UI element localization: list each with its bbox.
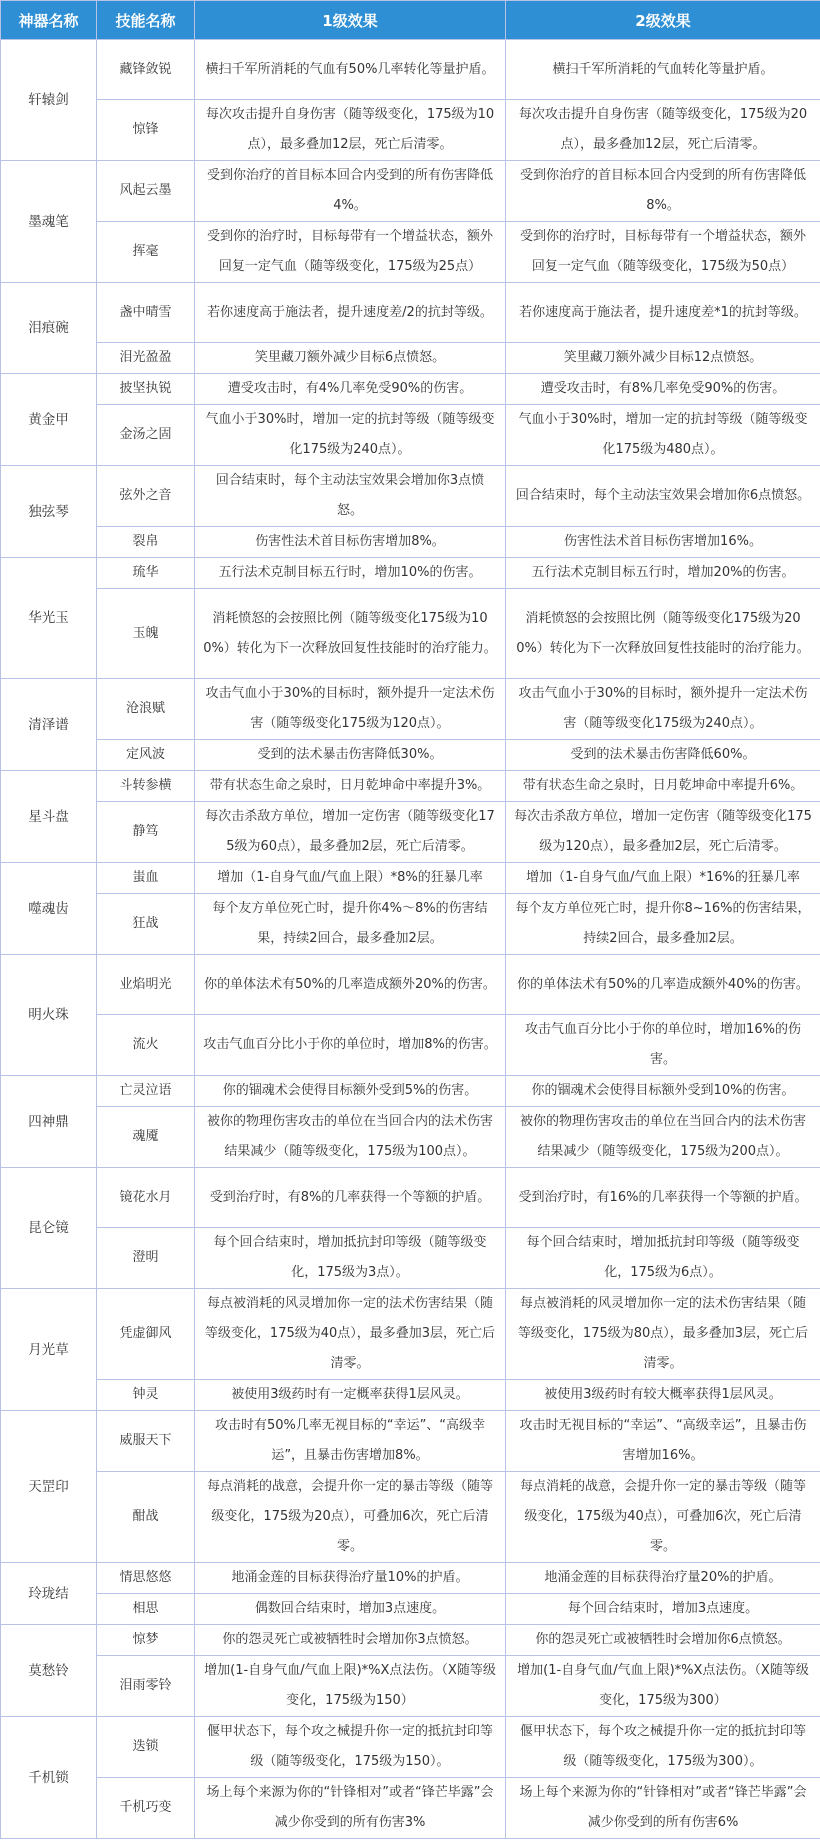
skill-name-cell: 狂战 — [97, 894, 195, 955]
level1-effect-cell: 被你的物理伤害攻击的单位在当回合内的法术伤害结果减少（随等级变化，175级为100点）。 — [195, 1107, 506, 1168]
level1-effect-cell: 攻击气血百分比小于你的单位时，增加8%的伤害。 — [195, 1015, 506, 1076]
level1-effect-cell: 偶数回合结束时，增加3点速度。 — [195, 1594, 506, 1625]
header-level2-effect: 2级效果 — [506, 1, 820, 40]
skill-name-cell: 玉魄 — [97, 589, 195, 679]
table-row — [1, 740, 820, 771]
table-row — [1, 955, 820, 1015]
skill-name-cell: 裂帛 — [97, 527, 195, 558]
skill-name-cell: 澄明 — [97, 1228, 195, 1289]
table-row — [1, 1625, 820, 1656]
skill-name-cell: 斗转参横 — [97, 771, 195, 802]
table-row — [1, 343, 820, 374]
artifact-name-cell: 清泽谱 — [1, 679, 97, 771]
table-row — [1, 1563, 820, 1594]
artifact-name-cell: 月光草 — [1, 1289, 97, 1411]
skill-name-cell: 情思悠悠 — [97, 1563, 195, 1594]
artifact-name-cell: 莫愁铃 — [1, 1625, 97, 1717]
level2-effect-cell: 你的怨灵死亡或被牺牲时会增加你6点愤怒。 — [506, 1625, 820, 1656]
skill-name-cell: 流火 — [97, 1015, 195, 1076]
skill-name-cell: 镜花水月 — [97, 1168, 195, 1228]
level1-effect-cell: 每点消耗的战意，会提升你一定的暴击等级（随等级变化，175级为20点），可叠加6次，死亡后清零。 — [195, 1472, 506, 1563]
skill-name-cell: 静笃 — [97, 802, 195, 863]
skill-name-cell: 沧浪赋 — [97, 679, 195, 740]
table-row — [1, 1717, 820, 1778]
level2-effect-cell: 气血小于30%时，增加一定的抗封等级（随等级变化175级为480点）。 — [506, 405, 820, 466]
artifact-name-cell: 昆仑镜 — [1, 1168, 97, 1289]
table-row — [1, 1656, 820, 1717]
skill-name-cell: 凭虚御风 — [97, 1289, 195, 1380]
level2-effect-cell: 带有状态生命之泉时，日月乾坤命中率提升6%。 — [506, 771, 820, 802]
level1-effect-cell: 攻击气血小于30%的目标时，额外提升一定法术伤害（随等级变化175级为120点）。 — [195, 679, 506, 740]
table-row — [1, 1015, 820, 1076]
level2-effect-cell: 消耗愤怒的会按照比例（随等级变化175级为200%）转化为下一次释放回复性技能时的治疗能力。 — [506, 589, 820, 679]
skill-name-cell: 业焰明光 — [97, 955, 195, 1015]
skill-name-cell: 挥毫 — [97, 222, 195, 283]
level2-effect-cell: 受到的法术暴击伤害降低60%。 — [506, 740, 820, 771]
level1-effect-cell: 每次攻击提升自身伤害（随等级变化，175级为10点），最多叠加12层，死亡后清零。 — [195, 100, 506, 161]
table-row — [1, 1380, 820, 1411]
table-row — [1, 1076, 820, 1107]
level2-effect-cell: 每个友方单位死亡时，提升你8~16%的伤害结果，持续2回合，最多叠加2层。 — [506, 894, 820, 955]
table-row — [1, 100, 820, 161]
level2-effect-cell: 笑里藏刀额外减少目标12点愤怒。 — [506, 343, 820, 374]
level2-effect-cell: 每点被消耗的风灵增加你一定的法术伤害结果（随等级变化，175级为80点），最多叠加3层，死亡后清零。 — [506, 1289, 820, 1380]
artifact-name-cell: 墨魂笔 — [1, 161, 97, 283]
artifact-name-cell: 华光玉 — [1, 558, 97, 679]
table-row — [1, 1107, 820, 1168]
level2-effect-cell: 遭受攻击时，有8%几率免受90%的伤害。 — [506, 374, 820, 405]
skill-name-cell: 披坚执锐 — [97, 374, 195, 405]
skill-name-cell: 魂魇 — [97, 1107, 195, 1168]
level1-effect-cell: 每点被消耗的风灵增加你一定的法术伤害结果（随等级变化，175级为40点），最多叠加3层，死亡后清零。 — [195, 1289, 506, 1380]
table-row — [1, 466, 820, 527]
level1-effect-cell: 被使用3级药时有一定概率获得1层风灵。 — [195, 1380, 506, 1411]
level2-effect-cell: 被你的物理伤害攻击的单位在当回合内的法术伤害结果减少（随等级变化，175级为200点）。 — [506, 1107, 820, 1168]
level2-effect-cell: 攻击时无视目标的“幸运”、“高级幸运”，且暴击伤害增加16%。 — [506, 1411, 820, 1472]
level1-effect-cell: 偃甲状态下，每个攻之械提升你一定的抵抗封印等级（随等级变化，175级为150）。 — [195, 1717, 506, 1778]
skill-name-cell: 藏锋敛锐 — [97, 40, 195, 100]
level2-effect-cell: 每个回合结束时，增加3点速度。 — [506, 1594, 820, 1625]
level1-effect-cell: 气血小于30%时，增加一定的抗封等级（随等级变化175级为240点）。 — [195, 405, 506, 466]
level2-effect-cell: 你的锢魂术会使得目标额外受到10%的伤害。 — [506, 1076, 820, 1107]
level1-effect-cell: 回合结束时，每个主动法宝效果会增加你3点愤怒。 — [195, 466, 506, 527]
level1-effect-cell: 每次击杀敌方单位，增加一定伤害（随等级变化175级为60点），最多叠加2层，死亡后清零。 — [195, 802, 506, 863]
level1-effect-cell: 受到的法术暴击伤害降低30%。 — [195, 740, 506, 771]
level1-effect-cell: 地涌金莲的目标获得治疗量10%的护盾。 — [195, 1563, 506, 1594]
artifact-name-cell: 黄金甲 — [1, 374, 97, 466]
skill-name-cell: 威服天下 — [97, 1411, 195, 1472]
level1-effect-cell: 笑里藏刀额外减少目标6点愤怒。 — [195, 343, 506, 374]
artifact-name-cell: 轩辕剑 — [1, 40, 97, 161]
level1-effect-cell: 你的单体法术有50%的几率造成额外20%的伤害。 — [195, 955, 506, 1015]
level2-effect-cell: 攻击气血小于30%的目标时，额外提升一定法术伤害（随等级变化175级为240点）。 — [506, 679, 820, 740]
skill-name-cell: 亡灵泣语 — [97, 1076, 195, 1107]
skill-name-cell: 迭锁 — [97, 1717, 195, 1778]
artifact-name-cell: 四神鼎 — [1, 1076, 97, 1168]
level2-effect-cell: 被使用3级药时有较大概率获得1层风灵。 — [506, 1380, 820, 1411]
level2-effect-cell: 受到治疗时，有16%的几率获得一个等额的护盾。 — [506, 1168, 820, 1228]
table-row — [1, 405, 820, 466]
level2-effect-cell: 伤害性法术首目标伤害增加16%。 — [506, 527, 820, 558]
level1-effect-cell: 你的怨灵死亡或被牺牲时会增加你3点愤怒。 — [195, 1625, 506, 1656]
artifact-name-cell: 玲珑结 — [1, 1563, 97, 1625]
level1-effect-cell: 攻击时有50%几率无视目标的“幸运”、“高级幸运”，且暴击伤害增加8%。 — [195, 1411, 506, 1472]
level1-effect-cell: 受到治疗时，有8%的几率获得一个等额的护盾。 — [195, 1168, 506, 1228]
table-header-row — [1, 1, 820, 40]
artifact-name-cell: 天罡印 — [1, 1411, 97, 1563]
level2-effect-cell: 攻击气血百分比小于你的单位时，增加16%的伤害。 — [506, 1015, 820, 1076]
skill-name-cell: 惊梦 — [97, 1625, 195, 1656]
header-skill-name: 技能名称 — [97, 1, 195, 40]
skill-name-cell: 盏中晴雪 — [97, 283, 195, 343]
table-row — [1, 1289, 820, 1380]
level1-effect-cell: 每个回合结束时，增加抵抗封印等级（随等级变化，175级为3点）。 — [195, 1228, 506, 1289]
table-row — [1, 1594, 820, 1625]
skill-name-cell: 弦外之音 — [97, 466, 195, 527]
artifact-name-cell: 独弦琴 — [1, 466, 97, 558]
level2-effect-cell: 每个回合结束时，增加抵抗封印等级（随等级变化，175级为6点）。 — [506, 1228, 820, 1289]
level1-effect-cell: 消耗愤怒的会按照比例（随等级变化175级为100%）转化为下一次释放回复性技能时的治疗能力。 — [195, 589, 506, 679]
level2-effect-cell: 增加（1-自身气血/气血上限）*16%的狂暴几率 — [506, 863, 820, 894]
skill-name-cell: 千机巧变 — [97, 1778, 195, 1839]
level2-effect-cell: 受到你治疗的首目标本回合内受到的所有伤害降低8%。 — [506, 161, 820, 222]
table-row — [1, 1411, 820, 1472]
level2-effect-cell: 增加(1-自身气血/气血上限)*%X点法伤。（X随等级变化，175级为300） — [506, 1656, 820, 1717]
level1-effect-cell: 若你速度高于施法者，提升速度差/2的抗封等级。 — [195, 283, 506, 343]
table-row — [1, 589, 820, 679]
level1-effect-cell: 场上每个来源为你的“针锋相对”或者“锋芒毕露”会减少你受到的所有伤害3% — [195, 1778, 506, 1839]
table-row — [1, 802, 820, 863]
artifact-name-cell: 明火珠 — [1, 955, 97, 1076]
header-level1-effect: 1级效果 — [195, 1, 506, 40]
skill-name-cell: 泪光盈盈 — [97, 343, 195, 374]
level2-effect-cell: 你的单体法术有50%的几率造成额外40%的伤害。 — [506, 955, 820, 1015]
artifact-name-cell: 泪痕碗 — [1, 283, 97, 374]
table-row — [1, 527, 820, 558]
table-row — [1, 1778, 820, 1839]
level1-effect-cell: 增加（1-自身气血/气血上限）*8%的狂暴几率 — [195, 863, 506, 894]
artifact-name-cell: 千机锁 — [1, 1717, 97, 1839]
table-row — [1, 1168, 820, 1228]
level2-effect-cell: 若你速度高于施法者，提升速度差*1的抗封等级。 — [506, 283, 820, 343]
skill-name-cell: 泪雨零铃 — [97, 1656, 195, 1717]
level1-effect-cell: 遭受攻击时，有4%几率免受90%的伤害。 — [195, 374, 506, 405]
table-row — [1, 1472, 820, 1563]
header-artifact-name: 神器名称 — [1, 1, 97, 40]
table-row — [1, 894, 820, 955]
level1-effect-cell: 伤害性法术首目标伤害增加8%。 — [195, 527, 506, 558]
level1-effect-cell: 五行法术克制目标五行时，增加10%的伤害。 — [195, 558, 506, 589]
level2-effect-cell: 场上每个来源为你的“针锋相对”或者“锋芒毕露”会减少你受到的所有伤害6% — [506, 1778, 820, 1839]
level2-effect-cell: 每点消耗的战意，会提升你一定的暴击等级（随等级变化，175级为40点），可叠加6次，死亡后清零。 — [506, 1472, 820, 1563]
level2-effect-cell: 地涌金莲的目标获得治疗量20%的护盾。 — [506, 1563, 820, 1594]
level2-effect-cell: 五行法术克制目标五行时，增加20%的伤害。 — [506, 558, 820, 589]
level1-effect-cell: 增加(1-自身气血/气血上限)*%X点法伤。（X随等级变化，175级为150） — [195, 1656, 506, 1717]
table-row — [1, 222, 820, 283]
level1-effect-cell: 带有状态生命之泉时，日月乾坤命中率提升3%。 — [195, 771, 506, 802]
level2-effect-cell: 每次击杀敌方单位，增加一定伤害（随等级变化175级为120点），最多叠加2层，死亡后清零。 — [506, 802, 820, 863]
skill-name-cell: 蚩血 — [97, 863, 195, 894]
table-row — [1, 771, 820, 802]
skill-name-cell: 琉华 — [97, 558, 195, 589]
level2-effect-cell: 回合结束时，每个主动法宝效果会增加你6点愤怒。 — [506, 466, 820, 527]
skill-name-cell: 钟灵 — [97, 1380, 195, 1411]
level2-effect-cell: 每次攻击提升自身伤害（随等级变化，175级为20点），最多叠加12层，死亡后清零。 — [506, 100, 820, 161]
artifact-name-cell: 噬魂齿 — [1, 863, 97, 955]
table-row — [1, 40, 820, 100]
level1-effect-cell: 每个友方单位死亡时，提升你4%～8%的伤害结果，持续2回合，最多叠加2层。 — [195, 894, 506, 955]
level2-effect-cell: 受到你的治疗时，目标每带有一个增益状态，额外回复一定气血（随等级变化，175级为50点） — [506, 222, 820, 283]
skill-name-cell: 定风波 — [97, 740, 195, 771]
level1-effect-cell: 横扫千军所消耗的气血有50%几率转化等量护盾。 — [195, 40, 506, 100]
skill-name-cell: 惊锋 — [97, 100, 195, 161]
table-row — [1, 283, 820, 343]
table-row — [1, 679, 820, 740]
artifact-name-cell: 星斗盘 — [1, 771, 97, 863]
skill-name-cell: 酣战 — [97, 1472, 195, 1563]
level1-effect-cell: 受到你的治疗时，目标每带有一个增益状态，额外回复一定气血（随等级变化，175级为25点） — [195, 222, 506, 283]
level1-effect-cell: 受到你治疗的首目标本回合内受到的所有伤害降低4%。 — [195, 161, 506, 222]
level2-effect-cell: 横扫千军所消耗的气血转化等量护盾。 — [506, 40, 820, 100]
skill-name-cell: 相思 — [97, 1594, 195, 1625]
table-row — [1, 558, 820, 589]
table-row — [1, 374, 820, 405]
level1-effect-cell: 你的锢魂术会使得目标额外受到5%的伤害。 — [195, 1076, 506, 1107]
table-row — [1, 863, 820, 894]
table-row — [1, 161, 820, 222]
level2-effect-cell: 偃甲状态下，每个攻之械提升你一定的抵抗封印等级（随等级变化，175级为300）。 — [506, 1717, 820, 1778]
skill-name-cell: 金汤之固 — [97, 405, 195, 466]
table-row — [1, 1228, 820, 1289]
skill-name-cell: 风起云墨 — [97, 161, 195, 222]
